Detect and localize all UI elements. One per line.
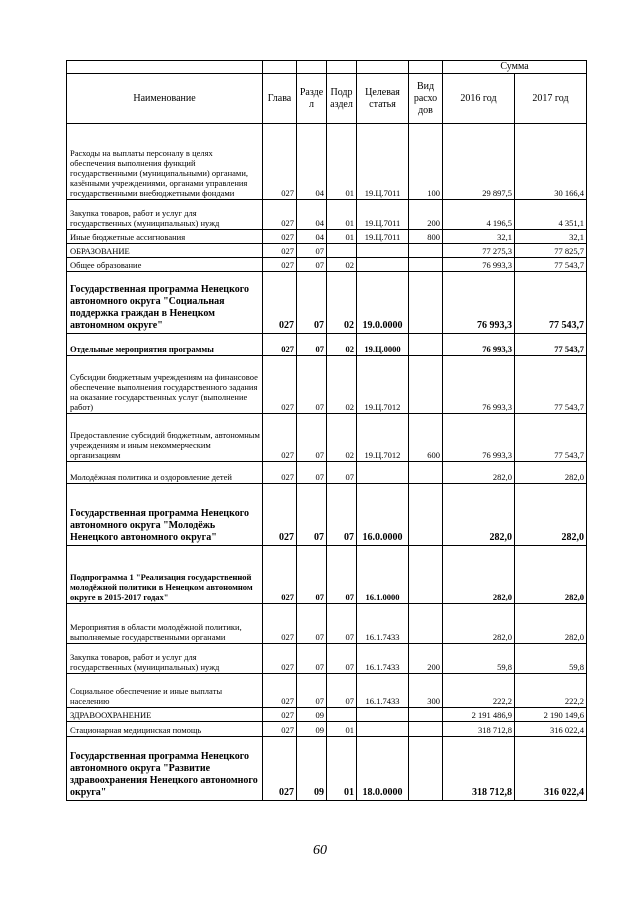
row-kind — [409, 462, 443, 484]
table-row — [67, 230, 587, 244]
row-subsection: 07 — [327, 484, 357, 546]
row-2016: 76 993,3 — [443, 414, 515, 462]
row-target: 19.Ц.7011 — [357, 124, 409, 200]
row-2017: 4 351,1 — [515, 200, 587, 230]
row-section: 07 — [297, 644, 327, 674]
row-section: 07 — [297, 258, 327, 272]
row-name: Социальное обеспечение и иные выплаты населению — [67, 674, 263, 708]
table-row — [67, 356, 587, 414]
row-subsection: 07 — [327, 546, 357, 604]
row-target: 19.Ц.7012 — [357, 356, 409, 414]
row-chapter: 027 — [263, 356, 297, 414]
row-subsection: 02 — [327, 356, 357, 414]
row-2016: 222,2 — [443, 674, 515, 708]
row-kind: 200 — [409, 200, 443, 230]
table-row — [67, 546, 587, 604]
row-section: 04 — [297, 200, 327, 230]
row-chapter: 027 — [263, 200, 297, 230]
header-name: Наименование — [67, 74, 263, 124]
row-2016: 59,8 — [443, 644, 515, 674]
table-row — [67, 414, 587, 462]
row-section: 07 — [297, 356, 327, 414]
row-2017: 316 022,4 — [515, 737, 587, 801]
header-section: Разде л — [297, 74, 327, 124]
row-section: 09 — [297, 737, 327, 801]
row-name: Общее образование — [67, 258, 263, 272]
row-chapter: 027 — [263, 272, 297, 334]
row-2016: 318 712,8 — [443, 722, 515, 737]
row-target — [357, 708, 409, 722]
row-subsection: 07 — [327, 604, 357, 644]
row-subsection: 07 — [327, 644, 357, 674]
row-section: 07 — [297, 674, 327, 708]
row-2016: 282,0 — [443, 604, 515, 644]
row-chapter: 027 — [263, 708, 297, 722]
row-target: 19.Ц.7011 — [357, 200, 409, 230]
header-chapter: Глава — [263, 74, 297, 124]
row-2017: 2 190 149,6 — [515, 708, 587, 722]
row-chapter: 027 — [263, 258, 297, 272]
row-target: 19.Ц.7011 — [357, 230, 409, 244]
header-spacer-name — [67, 61, 263, 74]
row-target — [357, 244, 409, 258]
row-name: Молодёжная политика и оздоровление детей — [67, 462, 263, 484]
table-row — [67, 124, 587, 200]
row-chapter: 027 — [263, 462, 297, 484]
row-section: 07 — [297, 272, 327, 334]
row-section: 09 — [297, 722, 327, 737]
row-2016: 29 897,5 — [443, 124, 515, 200]
table-row — [67, 462, 587, 484]
row-subsection: 01 — [327, 737, 357, 801]
row-2017: 77 825,7 — [515, 244, 587, 258]
header-kind: Вид расхо дов — [409, 74, 443, 124]
row-2017: 77 543,7 — [515, 258, 587, 272]
row-kind — [409, 708, 443, 722]
row-name: Отдельные мероприятия программы — [67, 334, 263, 356]
header-spacer-target — [357, 61, 409, 74]
row-2017: 282,0 — [515, 462, 587, 484]
row-2016: 282,0 — [443, 484, 515, 546]
row-section: 07 — [297, 334, 327, 356]
row-chapter: 027 — [263, 230, 297, 244]
row-2016: 76 993,3 — [443, 334, 515, 356]
budget-table — [66, 60, 587, 801]
row-2016: 318 712,8 — [443, 737, 515, 801]
table-row — [67, 737, 587, 801]
row-name: Стационарная медицинская помощь — [67, 722, 263, 737]
row-target: 18.0.0000 — [357, 737, 409, 801]
row-section: 09 — [297, 708, 327, 722]
table-row — [67, 604, 587, 644]
row-2017: 77 543,7 — [515, 356, 587, 414]
row-subsection — [327, 708, 357, 722]
row-2016: 76 993,3 — [443, 272, 515, 334]
row-section: 04 — [297, 124, 327, 200]
row-target: 19.Ц.0000 — [357, 334, 409, 356]
table-row — [67, 200, 587, 230]
row-target: 16.1.7433 — [357, 674, 409, 708]
row-name: Государственная программа Ненецкого автономного округа "Социальная поддержка граждан в Ненецком автономном округе" — [67, 272, 263, 334]
row-2016: 32,1 — [443, 230, 515, 244]
row-chapter: 027 — [263, 546, 297, 604]
table-row — [67, 258, 587, 272]
row-chapter: 027 — [263, 414, 297, 462]
row-chapter: 027 — [263, 737, 297, 801]
row-subsection: 02 — [327, 334, 357, 356]
row-kind — [409, 272, 443, 334]
header-spacer-subsection — [327, 61, 357, 74]
row-name: Субсидии бюджетным учреждениям на финансовое обеспечение выполнения государственного задания на оказание государственных услуг (выполнение работ) — [67, 356, 263, 414]
row-2016: 76 993,3 — [443, 258, 515, 272]
row-2016: 2 191 486,9 — [443, 708, 515, 722]
row-subsection: 01 — [327, 230, 357, 244]
row-chapter: 027 — [263, 484, 297, 546]
row-2017: 77 543,7 — [515, 414, 587, 462]
row-subsection: 02 — [327, 258, 357, 272]
row-target: 16.0.0000 — [357, 484, 409, 546]
row-target: 16.1.7433 — [357, 604, 409, 644]
row-kind — [409, 484, 443, 546]
header-sum: Сумма — [443, 61, 587, 74]
row-section: 07 — [297, 462, 327, 484]
row-name: Иные бюджетные ассигнования — [67, 230, 263, 244]
table-row — [67, 244, 587, 258]
row-name: ОБРАЗОВАНИЕ — [67, 244, 263, 258]
row-2017: 77 543,7 — [515, 272, 587, 334]
table-row — [67, 272, 587, 334]
table-row — [67, 644, 587, 674]
row-chapter: 027 — [263, 244, 297, 258]
row-2017: 282,0 — [515, 604, 587, 644]
row-name: Мероприятия в области молодёжной политики, выполняемые государственными органами — [67, 604, 263, 644]
row-2017: 282,0 — [515, 484, 587, 546]
row-subsection: 01 — [327, 722, 357, 737]
row-2017: 77 543,7 — [515, 334, 587, 356]
row-target: 19.Ц.7012 — [357, 414, 409, 462]
row-2017: 316 022,4 — [515, 722, 587, 737]
row-section: 07 — [297, 414, 327, 462]
row-chapter: 027 — [263, 644, 297, 674]
row-section: 07 — [297, 244, 327, 258]
row-subsection: 02 — [327, 272, 357, 334]
row-name: Государственная программа Ненецкого автономного округа "Развитие здравоохранения Ненецкого автономного округа" — [67, 737, 263, 801]
row-kind: 100 — [409, 124, 443, 200]
row-target: 16.1.7433 — [357, 644, 409, 674]
row-kind — [409, 356, 443, 414]
row-chapter: 027 — [263, 722, 297, 737]
row-2016: 282,0 — [443, 546, 515, 604]
row-section: 07 — [297, 484, 327, 546]
row-chapter: 027 — [263, 604, 297, 644]
row-section: 07 — [297, 546, 327, 604]
row-name: Закупка товаров, работ и услуг для государственных (муниципальных) нужд — [67, 644, 263, 674]
row-subsection: 07 — [327, 462, 357, 484]
header-year-2017: 2017 год — [515, 74, 587, 124]
row-kind — [409, 737, 443, 801]
row-target: 16.1.0000 — [357, 546, 409, 604]
header-spacer-kind — [409, 61, 443, 74]
row-kind — [409, 604, 443, 644]
row-2017: 30 166,4 — [515, 124, 587, 200]
row-name: ЗДРАВООХРАНЕНИЕ — [67, 708, 263, 722]
row-kind: 200 — [409, 644, 443, 674]
row-subsection: 01 — [327, 200, 357, 230]
header-year-2016: 2016 год — [443, 74, 515, 124]
row-section: 07 — [297, 604, 327, 644]
table-row — [67, 722, 587, 737]
header-target: Целевая статья — [357, 74, 409, 124]
header-subsection: Подр аздел — [327, 74, 357, 124]
row-chapter: 027 — [263, 674, 297, 708]
row-2017: 222,2 — [515, 674, 587, 708]
row-section: 04 — [297, 230, 327, 244]
row-kind: 300 — [409, 674, 443, 708]
row-name: Закупка товаров, работ и услуг для государственных (муниципальных) нужд — [67, 200, 263, 230]
header-spacer-section — [297, 61, 327, 74]
page-number: 60 — [313, 843, 327, 858]
row-name: Предоставление субсидий бюджетным, автономным учреждениям и иным некоммерческим организациям — [67, 414, 263, 462]
row-chapter: 027 — [263, 334, 297, 356]
row-2016: 76 993,3 — [443, 356, 515, 414]
row-2017: 32,1 — [515, 230, 587, 244]
header-spacer-chapter — [263, 61, 297, 74]
row-subsection: 01 — [327, 124, 357, 200]
row-2016: 282,0 — [443, 462, 515, 484]
row-target — [357, 462, 409, 484]
row-target — [357, 258, 409, 272]
row-kind: 600 — [409, 414, 443, 462]
table-row — [67, 708, 587, 722]
row-2016: 77 275,3 — [443, 244, 515, 258]
row-name: Расходы на выплаты персоналу в целях обеспечения выполнения функций государственными (муниципальными) органами, казёнными учреждениями, органами управления государственными внебюджетными фондами — [67, 124, 263, 200]
row-2016: 4 196,5 — [443, 200, 515, 230]
row-name: Подпрограмма 1 "Реализация государственной молодёжной политики в Ненецком автономном округе в 2015-2017 годах" — [67, 546, 263, 604]
row-kind — [409, 258, 443, 272]
row-target — [357, 722, 409, 737]
row-kind — [409, 244, 443, 258]
row-kind — [409, 334, 443, 356]
row-subsection — [327, 244, 357, 258]
table-row — [67, 334, 587, 356]
row-kind — [409, 546, 443, 604]
row-subsection: 02 — [327, 414, 357, 462]
row-kind — [409, 722, 443, 737]
row-2017: 282,0 — [515, 546, 587, 604]
row-target: 19.0.0000 — [357, 272, 409, 334]
table-row — [67, 674, 587, 708]
table-row — [67, 484, 587, 546]
row-subsection: 07 — [327, 674, 357, 708]
row-chapter: 027 — [263, 124, 297, 200]
row-kind: 800 — [409, 230, 443, 244]
row-2017: 59,8 — [515, 644, 587, 674]
row-name: Государственная программа Ненецкого автономного округа "Молодёжь Ненецкого автономного округа" — [67, 484, 263, 546]
